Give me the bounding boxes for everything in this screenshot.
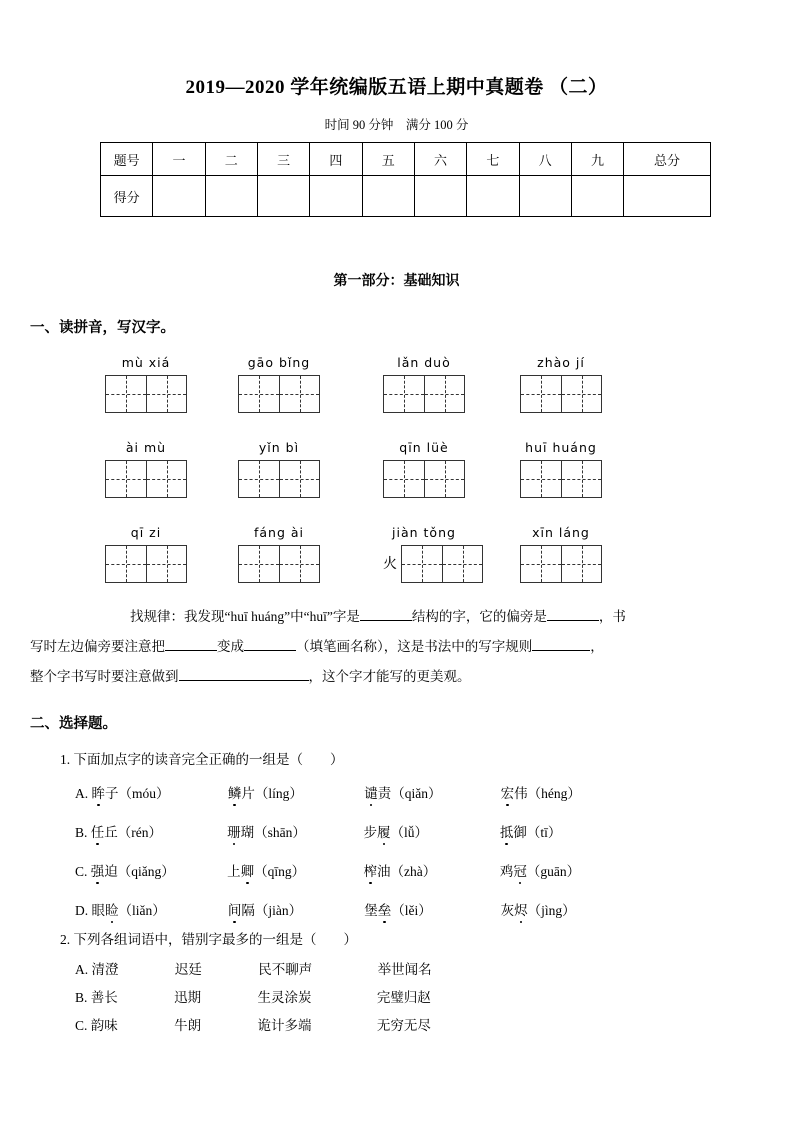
pinyin-label: gāo bǐng <box>247 355 311 370</box>
option-word-rest: 眼 <box>91 903 105 918</box>
question-1-option-a[interactable] <box>75 782 715 802</box>
score-table <box>100 142 711 217</box>
tianzige-grid[interactable] <box>105 460 187 498</box>
option-pinyin: （qiǎng） <box>117 864 175 879</box>
option-letter: A. <box>75 786 89 801</box>
score-cell[interactable] <box>257 176 309 217</box>
option-word: 迅期 <box>174 990 202 1005</box>
tianzige-cell[interactable] <box>106 461 146 497</box>
option-word: 完璧归赵 <box>376 990 431 1005</box>
tianzige-cell[interactable] <box>146 461 186 497</box>
tianzige-wrap <box>383 545 503 583</box>
pinyin-item <box>105 525 225 583</box>
score-table-header-cell: 九 <box>571 143 623 176</box>
pinyin-item <box>383 355 503 413</box>
tianzige-cell[interactable] <box>521 376 561 412</box>
tianzige-cell[interactable] <box>424 376 464 412</box>
tianzige-cell[interactable] <box>279 461 319 497</box>
option-word-rest: 油 <box>377 864 391 879</box>
emphasis-char: 任 <box>91 821 105 841</box>
option-item <box>364 860 497 880</box>
tianzige-wrap <box>238 375 358 413</box>
score-table-header-cell: 五 <box>362 143 414 176</box>
tianzige-grid[interactable] <box>238 545 320 583</box>
option-letter: B. <box>75 990 88 1005</box>
find-rule-line-3 <box>30 662 471 692</box>
pinyin-label: lǎn duò <box>397 355 451 370</box>
emphasis-char: 烬 <box>514 899 528 919</box>
score-table-header-cell: 四 <box>310 143 362 176</box>
pinyin-item <box>383 525 503 583</box>
find-rule-text: 找规律：我发现“huī huáng”中“huī”字是 <box>130 609 360 624</box>
tianzige-grid[interactable] <box>520 545 602 583</box>
question-2-option-c[interactable] <box>75 1014 715 1034</box>
option-item <box>500 821 633 841</box>
score-cell[interactable] <box>467 176 519 217</box>
pinyin-item <box>238 440 358 498</box>
option-item <box>501 782 634 802</box>
pinyin-item <box>520 525 640 583</box>
option-word: 诡计多端 <box>257 1018 312 1033</box>
emphasis-char: 冠 <box>513 860 527 880</box>
option-word: 清澄 <box>91 962 119 977</box>
emphasis-char: 睑 <box>105 899 119 919</box>
option-letter: C. <box>75 864 88 879</box>
fill-blank[interactable] <box>244 650 296 651</box>
pinyin-row <box>100 355 720 430</box>
tianzige-cell[interactable] <box>384 461 424 497</box>
emphasis-char: 抵 <box>500 821 514 841</box>
tianzige-wrap <box>383 375 503 413</box>
option-word-rest: 子 <box>105 786 119 801</box>
find-rule-text: ，这个字才能写的更美观。 <box>308 669 471 684</box>
score-table-header-cell: 一 <box>153 143 205 176</box>
tianzige-cell[interactable] <box>561 376 601 412</box>
pinyin-item <box>520 440 640 498</box>
pinyin-label: qīn lüè <box>399 440 449 455</box>
score-cell[interactable] <box>205 176 257 217</box>
find-rule-text: ，书 <box>598 609 626 624</box>
pinyin-label: zhào jí <box>537 355 585 370</box>
fill-blank[interactable] <box>179 680 309 681</box>
tianzige-grid[interactable] <box>383 460 465 498</box>
option-item <box>91 860 224 880</box>
find-rule-line-2 <box>30 632 604 662</box>
option-word-rest: 堡 <box>364 903 378 918</box>
pinyin-label: fáng ài <box>253 525 305 540</box>
option-letter: C. <box>75 1018 88 1033</box>
tianzige-cell[interactable] <box>521 546 561 582</box>
option-item <box>92 899 225 919</box>
fill-blank[interactable] <box>360 620 412 621</box>
find-rule-text: （填笔画名称），这是书法中的写字规则 <box>296 639 533 654</box>
option-pinyin: （qīng） <box>254 864 306 879</box>
option-letter: D. <box>75 903 89 918</box>
option-pinyin: （jìng） <box>527 903 576 918</box>
tianzige-grid[interactable] <box>520 460 602 498</box>
pinyin-item <box>238 355 358 413</box>
option-item <box>500 860 633 880</box>
find-rule-text: ， <box>590 639 604 654</box>
tianzige-wrap <box>105 460 225 498</box>
question-1-option-d[interactable] <box>75 899 715 919</box>
fill-blank[interactable] <box>532 650 590 651</box>
prefix-character: 火 <box>383 556 397 572</box>
tianzige-cell[interactable] <box>561 461 601 497</box>
pinyin-row <box>100 440 720 515</box>
option-word: 牛朗 <box>174 1018 202 1033</box>
score-cell[interactable] <box>153 176 205 217</box>
option-letter: B. <box>75 825 88 840</box>
find-rule-text: 写时左边偏旁要注意把 <box>30 639 165 654</box>
pinyin-label: yǐn bì <box>258 440 300 455</box>
option-word-rest: 瑚 <box>240 825 255 840</box>
emphasis-char: 谴 <box>364 782 378 802</box>
option-item <box>227 860 360 880</box>
part-heading: 第一部分：基础知识 <box>333 273 460 289</box>
option-pinyin: （rén） <box>117 825 163 840</box>
tianzige-grid[interactable] <box>238 375 320 413</box>
emphasis-char: 履 <box>377 821 391 841</box>
tianzige-grid[interactable] <box>520 375 602 413</box>
option-item <box>92 782 225 802</box>
pinyin-label: xīn láng <box>532 525 590 540</box>
exam-meta-subtitle: 时间 90 分钟 满分 100 分 <box>324 118 469 132</box>
option-word: 举世闻名 <box>377 962 432 977</box>
option-pinyin: （shān） <box>254 825 306 840</box>
score-table-header-cell: 二 <box>205 143 257 176</box>
option-letter: A. <box>75 962 89 977</box>
emphasis-char: 鳞 <box>228 782 242 802</box>
option-word-rest: 隔 <box>241 903 255 918</box>
option-word-rest: 丘 <box>104 825 118 840</box>
option-word-rest: 步 <box>363 825 378 840</box>
pinyin-label: huī huáng <box>525 440 597 455</box>
option-word-rest: 责 <box>377 786 392 801</box>
fill-blank[interactable] <box>547 620 599 621</box>
tianzige-wrap <box>105 375 225 413</box>
pinyin-item <box>520 355 640 413</box>
tianzige-wrap <box>520 460 640 498</box>
tianzige-wrap <box>238 460 358 498</box>
option-pinyin: （lěi） <box>391 903 432 918</box>
score-cell[interactable] <box>519 176 571 217</box>
tianzige-cell[interactable] <box>521 461 561 497</box>
option-item <box>501 899 634 919</box>
emphasis-char: 间 <box>228 899 242 919</box>
score-table-header-row <box>101 143 711 176</box>
score-table-value-row <box>101 176 711 217</box>
option-item <box>91 821 224 841</box>
score-cell[interactable] <box>571 176 623 217</box>
option-pinyin: （zhà） <box>390 864 437 879</box>
score-table-header-cell: 总分 <box>624 143 711 176</box>
tianzige-cell[interactable] <box>106 376 146 412</box>
pinyin-item <box>383 440 503 498</box>
tianzige-cell[interactable] <box>402 546 442 582</box>
tianzige-wrap <box>383 460 503 498</box>
option-pinyin: （héng） <box>527 786 581 801</box>
option-pinyin: （jiàn） <box>254 903 303 918</box>
option-pinyin: （tī） <box>526 825 562 840</box>
tianzige-cell[interactable] <box>239 546 279 582</box>
tianzige-wrap <box>520 545 640 583</box>
find-rule-line-1 <box>130 602 626 632</box>
option-word: 无穷无尽 <box>376 1018 431 1033</box>
pinyin-label: qī zi <box>130 525 162 540</box>
pinyin-item <box>105 355 225 413</box>
option-pinyin: （qiǎn） <box>391 786 442 801</box>
tianzige-cell[interactable] <box>279 376 319 412</box>
find-rule-text: 结构的字，它的偏旁是 <box>411 609 547 624</box>
tianzige-grid[interactable] <box>401 545 483 583</box>
pinyin-row <box>100 525 720 600</box>
option-pinyin: （liǎn） <box>118 903 166 918</box>
tianzige-wrap <box>238 545 358 583</box>
question-1-option-c[interactable] <box>75 860 715 880</box>
score-row-label: 得分 <box>101 176 153 217</box>
fill-blank[interactable] <box>165 650 217 651</box>
tianzige-cell[interactable] <box>561 546 601 582</box>
question-2-option-b[interactable] <box>75 986 715 1006</box>
tianzige-cell[interactable] <box>146 376 186 412</box>
option-word-rest: 鸡 <box>499 864 514 879</box>
option-word-rest: 灰 <box>500 903 515 918</box>
option-item <box>228 782 361 802</box>
score-table-header-cell: 六 <box>414 143 466 176</box>
score-cell[interactable] <box>310 176 362 217</box>
option-word-rest: 伟 <box>514 786 528 801</box>
score-table-header-cell: 八 <box>519 143 571 176</box>
emphasis-char: 榨 <box>364 860 378 880</box>
tianzige-cell[interactable] <box>239 461 279 497</box>
option-item <box>227 821 360 841</box>
emphasis-char: 卿 <box>241 860 255 880</box>
tianzige-cell[interactable] <box>239 376 279 412</box>
score-cell[interactable] <box>414 176 466 217</box>
option-word: 民不聊声 <box>258 962 313 977</box>
option-word-rest: 上 <box>227 864 241 879</box>
question-2-option-a[interactable] <box>75 958 715 978</box>
pinyin-item <box>105 440 225 498</box>
option-word: 善长 <box>90 990 118 1005</box>
option-item <box>364 821 497 841</box>
tianzige-wrap <box>105 545 225 583</box>
option-word-rest: 御 <box>513 825 527 840</box>
question-1-stem: 1. 下面加点字的读音完全正确的一组是（ ） <box>60 752 344 767</box>
tianzige-grid[interactable] <box>238 460 320 498</box>
option-item <box>228 899 361 919</box>
score-table-header-cell: 题号 <box>101 143 153 176</box>
page-title: 2019—2020 学年统编版五语上期中真题卷 （二） <box>185 77 608 98</box>
option-pinyin: （móu） <box>118 786 170 801</box>
option-pinyin: （líng） <box>254 786 303 801</box>
tianzige-cell[interactable] <box>384 376 424 412</box>
option-pinyin: （guān） <box>526 864 581 879</box>
option-item <box>364 899 497 919</box>
tianzige-cell[interactable] <box>106 546 146 582</box>
score-cell-total[interactable] <box>624 176 711 217</box>
emphasis-char: 垒 <box>378 899 392 919</box>
section-heading-two: 二、选择题。 <box>30 716 117 732</box>
option-word: 生灵涂炭 <box>257 990 312 1005</box>
score-cell[interactable] <box>362 176 414 217</box>
tianzige-grid[interactable] <box>383 375 465 413</box>
option-word: 迟廷 <box>174 962 202 977</box>
option-word-rest: 迫 <box>104 864 118 879</box>
question-2-stem: 2. 下列各组词语中，错别字最多的一组是（ ） <box>60 932 357 947</box>
find-rule-text: 变成 <box>217 639 244 654</box>
find-rule-text: 整个字书写时要注意做到 <box>30 669 179 684</box>
question-1-option-b[interactable] <box>75 821 715 841</box>
tianzige-cell[interactable] <box>442 546 482 582</box>
option-word: 韵味 <box>90 1018 118 1033</box>
emphasis-char: 珊 <box>227 821 241 841</box>
option-item <box>364 782 497 802</box>
tianzige-grid[interactable] <box>105 375 187 413</box>
option-pinyin: （lǚ） <box>390 825 429 840</box>
emphasis-char: 宏 <box>501 782 515 802</box>
pinyin-item <box>238 525 358 583</box>
pinyin-label: ài mù <box>125 440 167 455</box>
tianzige-grid[interactable] <box>105 545 187 583</box>
tianzige-cell[interactable] <box>146 546 186 582</box>
tianzige-wrap <box>520 375 640 413</box>
emphasis-char: 眸 <box>92 782 106 802</box>
score-table-header-cell: 七 <box>467 143 519 176</box>
pinyin-label: mù xiá <box>121 355 171 370</box>
tianzige-cell[interactable] <box>424 461 464 497</box>
emphasis-char: 强 <box>91 860 105 880</box>
pinyin-label: jiàn tǒng <box>392 525 456 540</box>
score-table-header-cell: 三 <box>257 143 309 176</box>
section-heading-one: 一、读拼音，写汉字。 <box>30 320 175 336</box>
option-word-rest: 片 <box>241 786 255 801</box>
tianzige-cell[interactable] <box>279 546 319 582</box>
